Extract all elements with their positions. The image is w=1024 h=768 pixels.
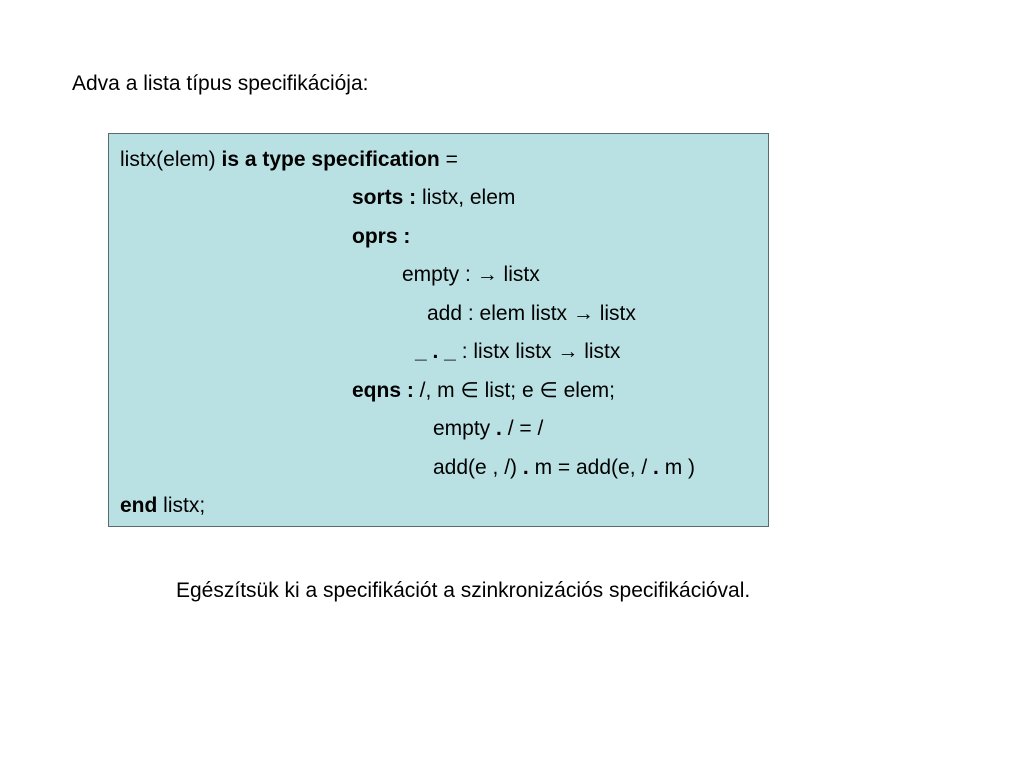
eqns-keyword: eqns : — [352, 379, 414, 402]
end-keyword: end — [120, 494, 158, 517]
op-concat-line — [415, 338, 620, 366]
eq2-part-b: m = add(e, / — [528, 456, 654, 479]
op-empty: empty : → listx — [402, 263, 540, 286]
equation-1 — [433, 415, 543, 443]
op-concat-symbol: _ . _ — [415, 340, 456, 363]
end-line — [120, 492, 205, 520]
op-empty-line — [402, 261, 540, 289]
eqns-variables: /, m ∈ list; e ∈ elem; — [413, 379, 615, 402]
eq1-dot: . — [496, 417, 502, 440]
sorts-line — [352, 184, 515, 212]
spec-keyword: is a type specification — [221, 148, 440, 171]
spec-equals: = — [439, 148, 458, 171]
eq2-dot-1: . — [522, 456, 529, 479]
spec-name: listx(elem) — [120, 148, 222, 171]
task-text: Egészítsük ki a specifikációt a szinkronizációs specifikációval. — [176, 579, 751, 602]
eq2-part-c: m ) — [658, 456, 696, 479]
eq1-part-a: empty — [433, 417, 497, 440]
eq2-dot-2: . — [653, 456, 659, 479]
op-concat-signature: : listx listx → listx — [455, 340, 621, 363]
oprs-keyword: oprs : — [352, 225, 411, 248]
sorts-list: listx, elem — [416, 186, 516, 209]
spec-header-line — [120, 146, 458, 174]
oprs-line — [352, 223, 410, 251]
intro-text: Adva a lista típus specifikációja: — [72, 72, 369, 95]
eq2-part-a: add(e , /) — [433, 456, 523, 479]
specification-box — [108, 133, 769, 527]
eqns-line — [352, 377, 615, 405]
end-name: listx; — [157, 494, 206, 517]
op-add: add : elem listx → listx — [427, 302, 636, 325]
eq1-part-b: / = / — [501, 417, 544, 440]
sorts-keyword: sorts : — [352, 186, 417, 209]
equation-2 — [433, 454, 695, 482]
op-add-line — [427, 300, 636, 328]
